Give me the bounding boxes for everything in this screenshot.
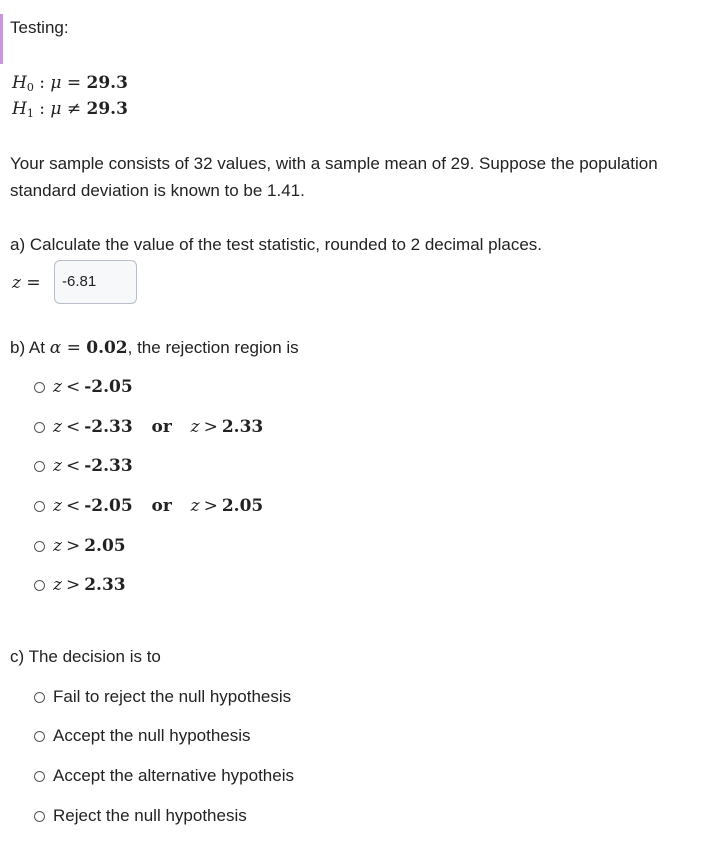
decision-option-3[interactable]: Accept the alternative hypotheis [34,764,294,788]
radio-button[interactable] [34,461,45,472]
radio-button[interactable] [34,382,45,393]
rejection-option-5[interactable]: z > 2.05 [34,534,126,558]
radio-button[interactable] [34,422,45,433]
radio-button[interactable] [34,771,45,782]
test-statistic-input[interactable]: -6.81 [54,260,137,304]
rejection-option-2[interactable]: z < -2.33 or z > 2.33 [34,415,263,439]
radio-button[interactable] [34,731,45,742]
problem-statement-line1: Your sample consists of 32 values, with a sample mean of 29. Suppose the population [10,154,658,173]
problem-statement-line2: standard deviation is known to be 1.41. [10,181,305,200]
rejection-option-6[interactable]: z > 2.33 [34,573,126,597]
rejection-option-4[interactable]: z < -2.05 or z > 2.05 [34,494,263,518]
radio-button[interactable] [34,501,45,512]
left-accent-bar [0,14,3,64]
part-c-prompt: c) The decision is to [10,647,161,666]
z-label: z = [12,273,41,293]
alternative-hypothesis: $H_1$ : μ ≠ 29.3 [12,99,128,120]
decision-option-4[interactable]: Reject the null hypothesis [34,804,247,828]
decision-option-2[interactable]: Accept the null hypothesis [34,724,251,748]
part-b-prompt: b) At α = 0.02, the rejection region is [10,338,299,358]
page-heading: Testing: [10,18,69,37]
radio-button[interactable] [34,692,45,703]
rejection-option-3[interactable]: z < -2.33 [34,454,133,478]
part-a-prompt: a) Calculate the value of the test statistic, rounded to 2 decimal places. [10,235,543,254]
null-hypothesis: $H_0$ : μ = 29.3 [12,73,128,94]
radio-button[interactable] [34,541,45,552]
radio-button[interactable] [34,811,45,822]
radio-button[interactable] [34,580,45,591]
rejection-option-1[interactable]: z < -2.05 [34,375,133,399]
decision-option-1[interactable]: Fail to reject the null hypothesis [34,685,291,709]
